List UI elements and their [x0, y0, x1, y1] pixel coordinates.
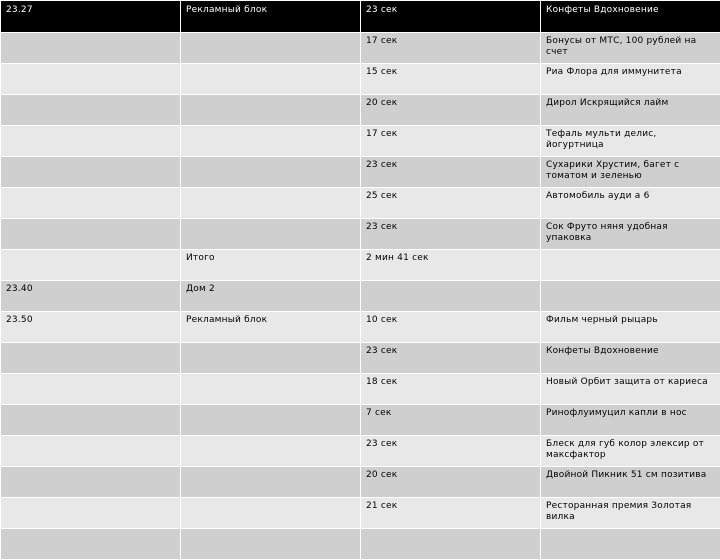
cell-block [181, 95, 361, 126]
header-block: Рекламный блок [181, 1, 361, 33]
table-row [1, 126, 720, 157]
cell-title: Новый Орбит защита от кариеса [541, 374, 720, 405]
cell-block [181, 126, 361, 157]
cell-title: Конфеты Вдохновение [541, 343, 720, 374]
cell-time: 23.50 [1, 312, 181, 343]
cell-title: Бонусы от МТС, 100 рублей на счет [541, 33, 720, 64]
cell-block [181, 374, 361, 405]
cell-block: Рекламный блок [181, 312, 361, 343]
cell-duration: 7 сек [361, 405, 541, 436]
cell-title: Сок Фруто няня удобная упаковка [541, 219, 720, 250]
cell-block [181, 64, 361, 95]
cell-title: Фильм черный рыцарь [541, 312, 720, 343]
cell-time [1, 343, 181, 374]
cell-title: Ресторанная премия Золотая вилка [541, 498, 720, 529]
cell-duration: 17 сек [361, 33, 541, 64]
cell-duration: 23 сек [361, 219, 541, 250]
table-row [1, 64, 720, 95]
cell-duration: 23 сек [361, 343, 541, 374]
cell-duration: 23 сек [361, 436, 541, 467]
cell-time [1, 436, 181, 467]
cell-duration: 18 сек [361, 374, 541, 405]
cell-time [1, 157, 181, 188]
table-row [1, 157, 720, 188]
cell-title: Дирол Искрящийся лайм [541, 95, 720, 126]
table-row [1, 95, 720, 126]
cell-time [1, 126, 181, 157]
table-row [1, 436, 720, 467]
cell-duration: 10 сек [361, 312, 541, 343]
cell-duration: 15 сек [361, 64, 541, 95]
cell-time [1, 219, 181, 250]
cell-block [181, 188, 361, 219]
cell-duration [361, 529, 541, 560]
cell-time [1, 467, 181, 498]
cell-time [1, 529, 181, 560]
cell-duration: 20 сек [361, 467, 541, 498]
table-row [1, 33, 720, 64]
cell-duration: 21 сек [361, 498, 541, 529]
cell-block: Итого [181, 250, 361, 281]
cell-title [541, 281, 720, 312]
table-row [1, 250, 720, 281]
cell-block [181, 343, 361, 374]
cell-time [1, 250, 181, 281]
cell-block: Дом 2 [181, 281, 361, 312]
header-time: 23.27 [1, 1, 181, 33]
table-row [1, 498, 720, 529]
cell-time [1, 188, 181, 219]
table-row [1, 529, 720, 560]
table-row [1, 281, 720, 312]
cell-time: 23.40 [1, 281, 181, 312]
table-row [1, 405, 720, 436]
cell-block [181, 467, 361, 498]
cell-block [181, 33, 361, 64]
cell-duration: 17 сек [361, 126, 541, 157]
table-row [1, 343, 720, 374]
cell-block [181, 436, 361, 467]
cell-title: Тефаль мульти делис, йогуртница [541, 126, 720, 157]
cell-time [1, 33, 181, 64]
table-row [1, 467, 720, 498]
cell-block [181, 529, 361, 560]
cell-title: Риа Флора для иммунитета [541, 64, 720, 95]
cell-title: Двойной Пикник 51 см позитива [541, 467, 720, 498]
cell-title: Ринофлуимуцил капли в нос [541, 405, 720, 436]
cell-duration: 23 сек [361, 157, 541, 188]
cell-time [1, 498, 181, 529]
cell-duration: 2 мин 41 сек [361, 250, 541, 281]
table-row [1, 219, 720, 250]
cell-title: Сухарики Хрустим, багет с томатом и зеленью [541, 157, 720, 188]
cell-title: Автомобиль ауди а 6 [541, 188, 720, 219]
cell-duration: 25 сек [361, 188, 541, 219]
cell-time [1, 374, 181, 405]
table-row [1, 188, 720, 219]
cell-block [181, 498, 361, 529]
cell-block [181, 157, 361, 188]
cell-title [541, 529, 720, 560]
cell-time [1, 64, 181, 95]
cell-time [1, 95, 181, 126]
cell-title: Блеск для губ колор элексир от максфактор [541, 436, 720, 467]
cell-block [181, 405, 361, 436]
cell-duration [361, 281, 541, 312]
cell-block [181, 219, 361, 250]
cell-time [1, 405, 181, 436]
cell-duration: 20 сек [361, 95, 541, 126]
header-title: Конфеты Вдохновение [541, 1, 720, 33]
cell-title [541, 250, 720, 281]
table-header-row [1, 1, 720, 33]
table-row [1, 312, 720, 343]
table-row [1, 374, 720, 405]
header-duration: 23 сек [361, 1, 541, 33]
